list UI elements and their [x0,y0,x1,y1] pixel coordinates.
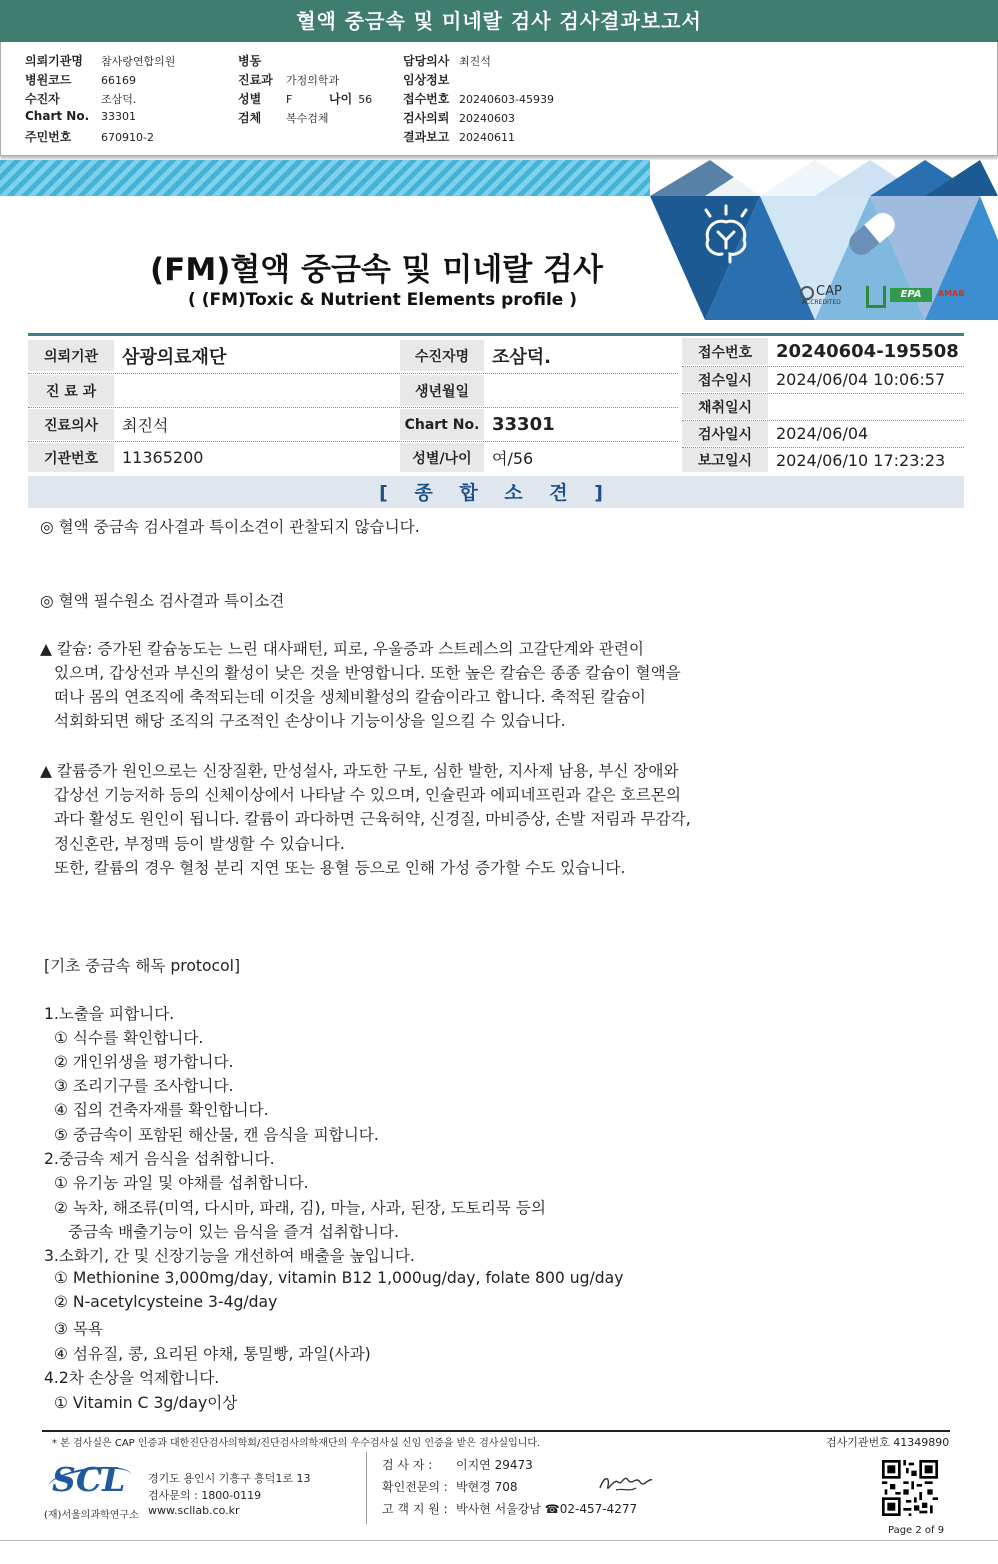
summary-field: 진료과 가정의학과 [238,73,340,87]
page-bottom-rule [0,1540,998,1541]
protocol-title: [기초 중금속 해독 protocol] [44,957,241,975]
protocol-line: ② N-acetylcysteine 3-4g/day [54,1293,278,1311]
summary-info-panel [0,42,998,156]
label-receipt-time: 접수일시 [682,367,768,392]
table-divider [28,373,678,374]
opinion-line: 갑상선 기능저하 등의 신체이상에서 나타날 수 있으며, 인슐린과 에피네프린과 같은 호르몬의 [54,786,681,804]
summary-field: 의뢰기관명 참사랑연합의원 [25,54,176,68]
label-test-date: 검사일시 [682,421,768,446]
table-divider [682,447,964,448]
opinion-line: 떠나 몸의 연조직에 축적되는데 이것을 생체비활성의 칼슘이라고 합니다. 축적된 칼슘이 [54,688,646,706]
table-divider [682,420,964,421]
amab-logo: AMAB [938,289,965,298]
report-subtitle: ( (FM)Toxic & Nutrient Elements profile ) [188,290,578,310]
protocol-line: ① Methionine 3,000mg/day, vitamin B12 1,000ug/day, folate 800 ug/day [54,1269,624,1287]
opinion-line: 정신혼란, 부정맥 등이 발생할 수 있습니다. [54,835,345,853]
protocol-line: ④ 집의 건축자재를 확인합니다. [54,1101,269,1119]
summary-field: 검체 복수검체 [238,111,329,125]
opinion-line: 있으며, 갑상선과 부신의 활성이 낮은 것을 반영합니다. 또한 높은 칼슘은 종종 칼슘이 혈액을 [54,664,681,682]
value-doctor: 최진석 [122,416,169,435]
protocol-line: 1.노출을 피합니다. [44,1005,175,1023]
protocol-line: ② 녹차, 해조류(미역, 다시마, 파래, 김), 마늘, 사과, 된장, 도토리묵 등의 [54,1199,546,1217]
value-institution-no: 11365200 [122,448,204,467]
summary-field: 수진자 조삼덕. [25,92,137,106]
epa-logo: EPA [890,288,932,302]
summary-field: 병동 [238,54,262,68]
table-divider [682,393,964,394]
protocol-line: 중금속 배출기능이 있는 음식을 즐겨 섭취합니다. [68,1223,400,1241]
protocol-line: ③ 조리기구를 조사합니다. [54,1077,234,1095]
value-report-time: 2024/06/10 17:23:23 [776,450,946,470]
org-name: (재)서울의과학연구소 [44,1510,139,1521]
lab-phone: 검사문의 : 1800-0119 [148,1489,262,1502]
summary-field: 나이 56 [329,92,373,106]
value-patient-name: 조삼덕. [492,346,552,368]
opinion-line: 또한, 칼륨의 경우 혈청 분리 지연 또는 용혈 등으로 인해 가성 증가할 수도 있습니다. [54,859,626,877]
value-sex-age: 여/56 [492,449,534,468]
opinion-line: ▲ 칼슘: 증가된 칼슘농도는 느린 대사패턴, 피로, 우울증과 스트레스의 고갈단계와 관련이 [40,640,644,658]
label-chart-no: Chart No. [400,409,484,440]
summary-field: 검사의뢰 20240603 [403,111,515,125]
protocol-line: ① 식수를 확인합니다. [54,1029,204,1047]
protocol-line: 2.중금속 제거 음식을 섭취합니다. [44,1150,275,1168]
support-label: 고 객 지 원 : [382,1502,448,1516]
opinion-line: ◎ 혈액 중금속 검사결과 특이소견이 관찰되지 않습니다. [40,518,420,536]
value-department [114,375,400,406]
lab-website: www.scllab.co.kr [148,1504,240,1517]
signature-image [596,1468,656,1498]
value-test-date: 2024/06/04 [776,424,869,443]
label-department: 진 료 과 [28,375,114,406]
specialist-name: 박현경 708 [456,1480,518,1494]
table-top-rule [28,333,964,336]
table-divider [28,441,678,442]
value-requesting-org: 삼광의료재단 [122,346,227,368]
specialist-label: 확인전문의 : [382,1480,448,1494]
summary-field: 병원코드 66169 [25,73,136,87]
summary-field: Chart No. 33301 [25,109,136,123]
label-doctor: 진료의사 [28,409,114,440]
protocol-line: ① 유기농 과일 및 야채를 섭취합니다. [54,1174,309,1192]
table-divider [28,407,678,408]
label-institution-no: 기관번호 [28,443,114,472]
report-title: (FM)혈액 중금속 및 미네랄 검사 [150,252,603,288]
certification-notice: * 본 검사실은 CAP 인증과 대한진단검사의학회/진단검사의학재단의 우수검사실 신임 인증을 받은 검사실입니다. [52,1438,541,1449]
footer-rule [42,1430,950,1432]
summary-field: 접수번호 20240603-45939 [403,92,554,106]
inspector-name: 이지연 29473 [456,1458,533,1472]
label-receipt-no: 접수번호 [682,338,768,365]
lab-address: 경기도 용인시 기흥구 흥덕1로 13 [148,1472,311,1485]
inspector-label: 검 사 자 : [382,1458,433,1472]
label-collection-time: 채취일시 [682,394,768,419]
scl-logo: SCL [48,1460,132,1504]
lab-logo [866,286,886,308]
protocol-line: 4.2차 손상을 억제합니다. [44,1369,220,1387]
protocol-line: ① Vitamin C 3g/day이상 [54,1394,238,1412]
label-sex-age: 성별/나이 [400,443,484,472]
summary-field: 임상정보 [403,73,450,87]
value-collection-time [768,394,964,419]
qr-code [882,1460,938,1516]
summary-field: 주민번호 670910-2 [25,130,154,144]
label-report-time: 보고일시 [682,448,768,472]
cap-logo: CAP ACCREDITED [802,284,842,306]
summary-field: 성별 F [238,92,293,106]
value-receipt-time: 2024/06/04 10:06:57 [776,370,946,389]
opinion-section-header: [ 종 합 소 견 ] [28,476,964,508]
report-banner-title: 혈액 중금속 및 미네랄 검사 검사결과보고서 [0,0,998,42]
protocol-line: ② 개인위생을 평가합니다. [54,1053,234,1071]
value-birth-date [484,375,678,406]
label-requesting-org: 의뢰기관 [28,340,114,371]
table-divider [682,366,964,367]
opinion-line: 과다 활성도 원인이 됩니다. 칼륨이 과다하면 근육허약, 신경질, 마비증상, 손발 저림과 무감각, [54,810,691,828]
opinion-line: ▲ 칼륨증가 원인으로는 신장질환, 만성설사, 과도한 구토, 심한 발한, 지사제 남용, 부신 장애와 [40,762,679,780]
protocol-line: 3.소화기, 간 및 신장기능을 개선하여 배출을 높입니다. [44,1247,415,1265]
summary-field: 결과보고 20240611 [403,130,515,144]
footer-divider [366,1452,367,1524]
value-chart-no: 33301 [492,414,555,435]
label-patient-name: 수진자명 [400,340,484,371]
protocol-line: ⑤ 중금속이 포함된 해산물, 캔 음식을 피합니다. [54,1126,379,1144]
opinion-line: ◎ 혈액 필수원소 검사결과 특이소견 [40,592,285,610]
lab-registration-no: 검사기관번호 41349890 [826,1436,950,1449]
opinion-line: 석회화되면 해당 조직의 구조적인 손상이나 기능이상을 일으킬 수 있습니다. [54,712,566,730]
support-contact: 박사현 서울강남 ☎02-457-4277 [456,1502,638,1516]
label-birth-date: 생년월일 [400,375,484,406]
page-number: Page 2 of 9 [888,1525,945,1536]
summary-field: 담당의사 최진석 [403,54,491,68]
value-receipt-no: 20240604-195508 [776,341,959,362]
protocol-line: ③ 목욕 [54,1320,104,1338]
protocol-line: ④ 섬유질, 콩, 요리된 야채, 통밀빵, 과일(사과) [54,1345,371,1363]
